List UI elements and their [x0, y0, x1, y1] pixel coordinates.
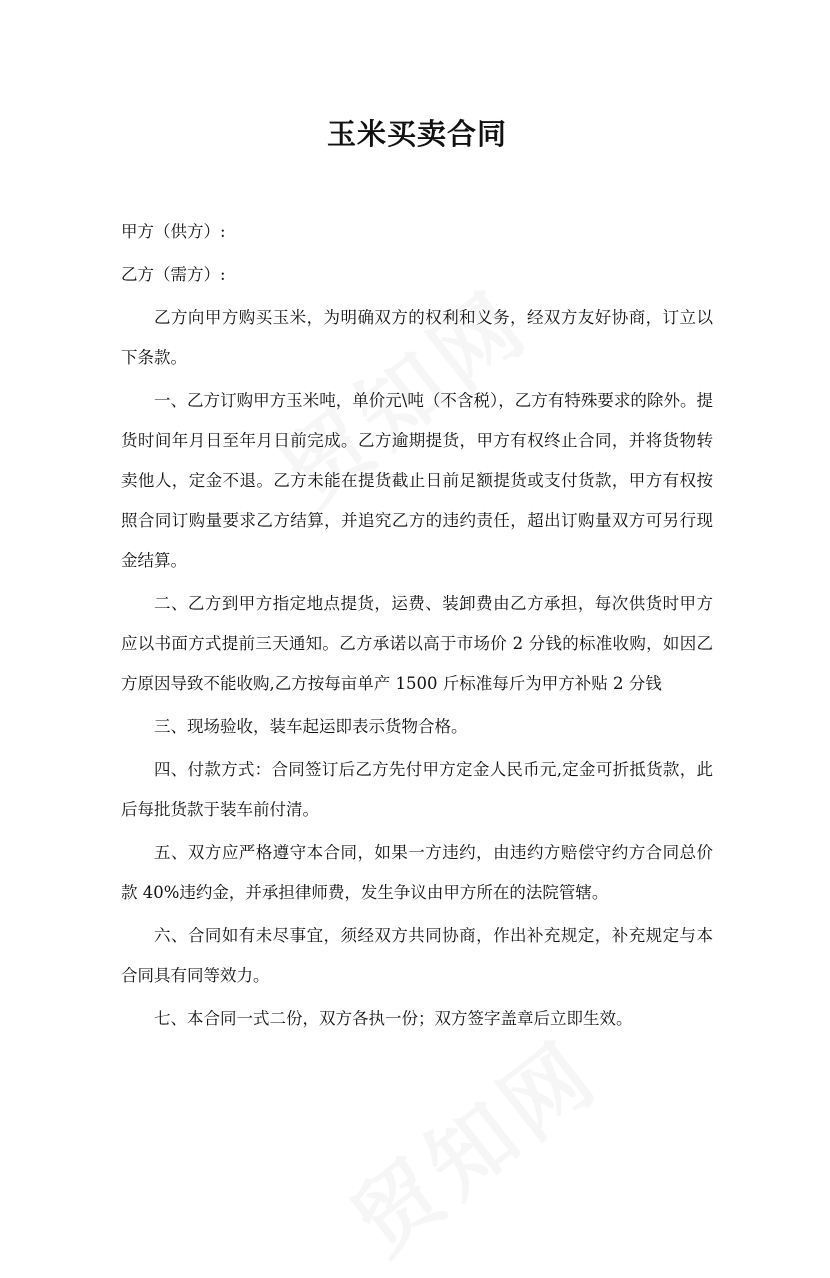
watermark: [322, 1006, 621, 1277]
clause-6: 六、合同如有未尽事宜，须经双方共同协商，作出补充规定，补充规定与本合同具有同等效力。: [121, 926, 713, 985]
document-body: [121, 212, 713, 1042]
clause-3: 三、现场验收，装车起运即表示货物合格。: [154, 717, 468, 736]
party-a-line: 甲方（供方）:: [121, 222, 226, 241]
clause-2: 二、乙方到甲方指定地点提货，运费、装卸费由乙方承担，每次供货时甲方应以书面方式提前三天通知。乙方承诺以高于市场价 2 分钱的标准收购，如因乙方原因导致不能收购,乙方按每亩单产 1500 斤标准每斤为甲方补贴 2 分钱: [121, 594, 713, 693]
clause-7: 七、本合同一式二份，双方各执一份；双方签字盖章后立即生效。: [154, 1009, 633, 1028]
clause-5: 五、双方应严格遵守本合同，如果一方违约，由违约方赔偿守约方合同总价款 40%违约金，并承担律师费，发生争议由甲方所在的法院管辖。: [121, 843, 713, 902]
party-b-line: 乙方（需方）:: [121, 265, 226, 284]
document-title: 玉米买卖合同: [326, 117, 507, 151]
intro-paragraph: 乙方向甲方购买玉米，为明确双方的权利和义务，经双方友好协商，订立以下条款。: [121, 308, 713, 367]
clause-4: 四、付款方式：合同签订后乙方先付甲方定金人民币元,定金可折抵货款，此后每批货款于装车前付清。: [121, 760, 713, 819]
clause-1: 一、乙方订购甲方玉米吨，单价元\吨（不含税），乙方有特殊要求的除外。提货时间年月日至年月日前完成。乙方逾期提货，甲方有权终止合同，并将货物转卖他人，定金不退。乙方未能在提货截止日前足额提货或支付货款，甲方有权按照合同订购量要求乙方结算，并追究乙方的违约责任，超出订购量双方可另行现金结算。: [121, 391, 713, 570]
